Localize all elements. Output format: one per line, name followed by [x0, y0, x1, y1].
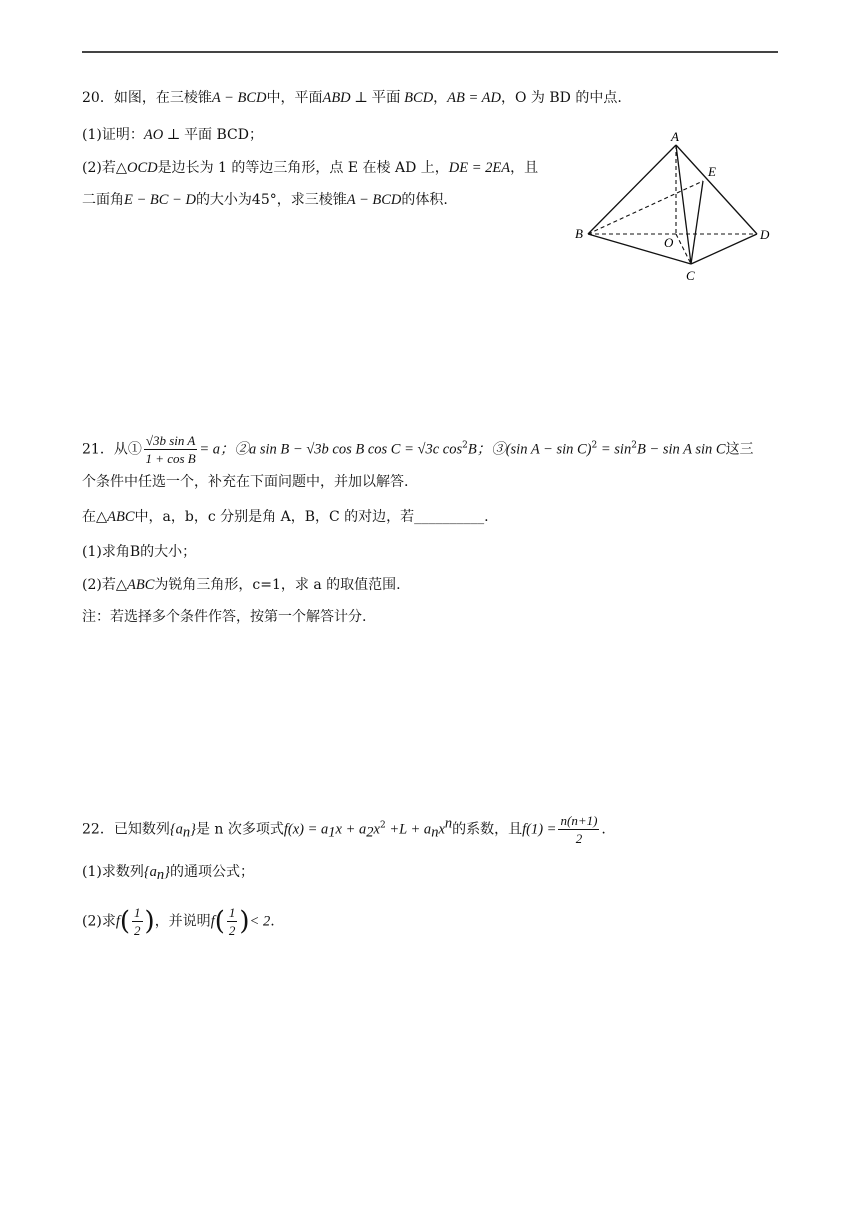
- q21-part2: (2)若△ABC为锐角三角形，c=1，求 a 的取值范围.: [82, 577, 401, 593]
- label-e: E: [708, 164, 716, 179]
- edge-ad: [676, 145, 757, 234]
- q22-stem: 22．已知数列$\{a_n\}$是 n 次多项式$f(x) = a_1x + a_2x^2 +L + a_nx^n$的系数，且f(1) = $\frac{n(n+1)}{2}$ .: [82, 813, 606, 846]
- half-fraction-1: $\frac{1}{2}$: [134, 905, 141, 938]
- label-d: D: [760, 227, 770, 242]
- header-rule: [82, 51, 778, 53]
- tetrahedron-figure: [570, 128, 780, 288]
- q21-stem: 21．从① $\frac{\text{√3b sin A}}{\text{1 + cos B}}$ = a；②a sin B − √3b cos B cos C = √3c $\cos^2B$；③(sin $A - \sin C)^2 = \sin^2B - \sin A$ sin C这三: [82, 433, 754, 466]
- q21-note: 注：若选择多个条件作答，按第一个解答计分.: [82, 609, 367, 625]
- condition1-fraction: $\frac{\text{√3b sin A}}{\text{1 + cos B}}$: [145, 433, 196, 466]
- edge-ab: [588, 145, 676, 234]
- edge-ec: [691, 181, 703, 264]
- label-c: C: [686, 268, 695, 283]
- q20-part2-cont: 二面角E − BC − D的大小为45°，求三棱锥A − BCD的体积.: [82, 192, 448, 208]
- q21-line2: 个条件中任选一个，补充在下面问题中，并加以解答.: [82, 474, 409, 490]
- half-fraction-2: $\frac{1}{2}$: [228, 905, 236, 938]
- q20-part1: (1)证明：AO ⊥ 平面 BCD；: [82, 127, 263, 143]
- label-a: A: [671, 129, 679, 144]
- q20-stem: 20．如图，在三棱锥A − BCD中，平面ABD ⊥ 平面 BCD，AB = AD，O 为 BD 的中点.: [82, 90, 622, 106]
- q21-part1: (1)求角B的大小；: [82, 544, 197, 560]
- edge-cd: [691, 234, 757, 264]
- q22-part2: (2)求f( $\frac{1}{2}$ )，并说明f( $\frac{1}{2}$ )< 2.: [82, 905, 275, 938]
- label-b: B: [575, 226, 583, 241]
- q21-line3: 在△ABC中，a，b，c 分别是角 A，B，C 的对边，若__________.: [82, 509, 489, 525]
- label-o: O: [664, 235, 674, 250]
- f1-fraction: $\frac{n(n+1)}{2}$: [560, 813, 598, 846]
- edge-bc: [588, 234, 691, 264]
- answer-blank: __________: [414, 509, 485, 525]
- edge-ac: [676, 145, 691, 264]
- q20-part2: (2)若△OCD是边长为 1 的等边三角形，点 E 在棱 AD 上，DE = 2EA，且: [82, 160, 539, 176]
- q22-part1: (1)求数列$\{a_n\}$的通项公式；: [82, 864, 254, 883]
